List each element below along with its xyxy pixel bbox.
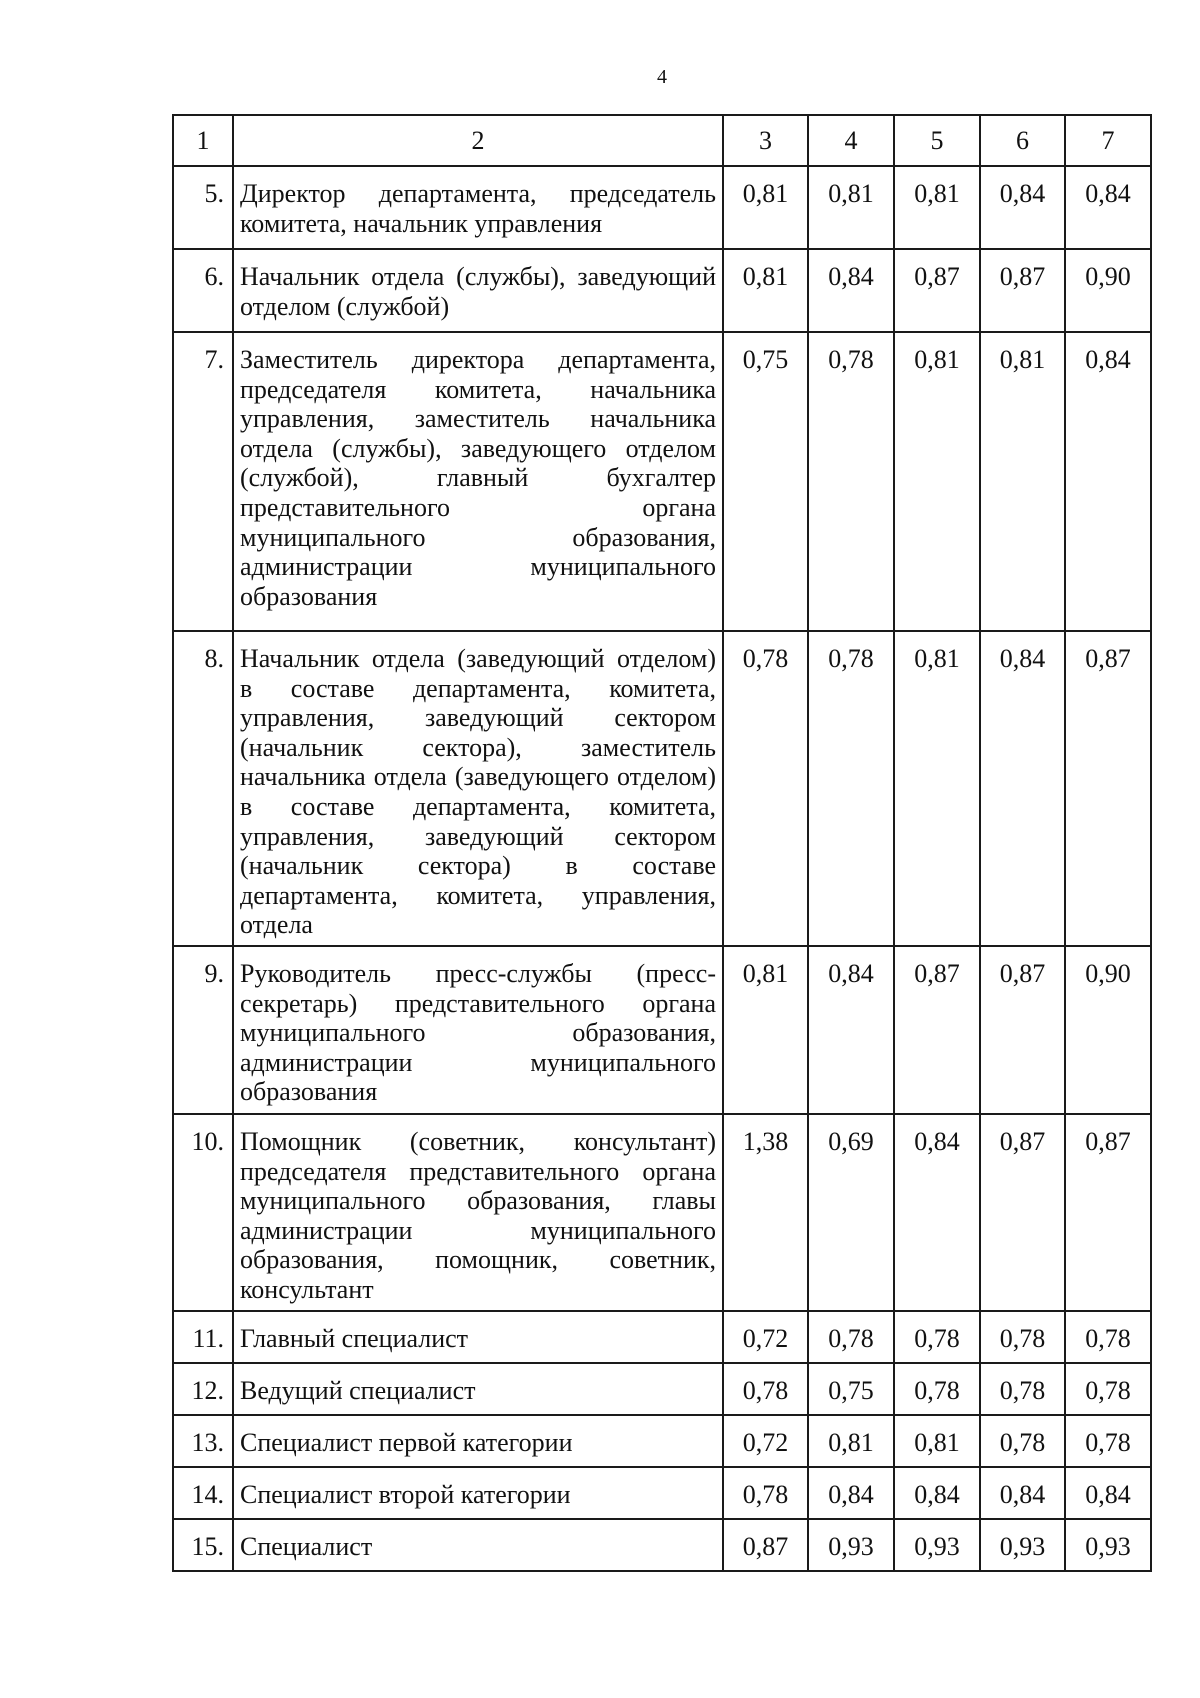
value-cell: 0,84 xyxy=(980,1467,1065,1519)
table-row xyxy=(173,332,1151,631)
value-cell: 0,87 xyxy=(980,1114,1065,1311)
value-cell: 0,84 xyxy=(980,166,1065,249)
row-number: 10. xyxy=(173,1114,233,1311)
row-number: 15. xyxy=(173,1519,233,1571)
value-cell: 0,78 xyxy=(723,631,808,946)
header-cell: 4 xyxy=(808,115,894,166)
value-cell: 0,78 xyxy=(723,1363,808,1415)
value-cell: 0,78 xyxy=(808,631,894,946)
row-number: 12. xyxy=(173,1363,233,1415)
value-cell: 0,72 xyxy=(723,1415,808,1467)
page-number: 4 xyxy=(657,66,667,88)
value-cell: 0,87 xyxy=(1065,1114,1151,1311)
value-cell: 0,81 xyxy=(894,166,980,249)
header-cell: 7 xyxy=(1065,115,1151,166)
value-cell: 0,93 xyxy=(1065,1519,1151,1571)
header-cell: 6 xyxy=(980,115,1065,166)
value-cell: 0,81 xyxy=(894,1415,980,1467)
value-cell: 0,78 xyxy=(1065,1363,1151,1415)
value-cell: 0,84 xyxy=(894,1467,980,1519)
value-cell: 0,78 xyxy=(808,1311,894,1363)
value-cell: 0,81 xyxy=(723,166,808,249)
row-number: 14. xyxy=(173,1467,233,1519)
position-name: Директор департамента, председатель комитета, начальник управления xyxy=(233,166,723,249)
value-cell: 0,69 xyxy=(808,1114,894,1311)
value-cell: 0,87 xyxy=(1065,631,1151,946)
header-cell: 3 xyxy=(723,115,808,166)
value-cell: 0,78 xyxy=(980,1363,1065,1415)
row-number: 9. xyxy=(173,946,233,1114)
row-number: 13. xyxy=(173,1415,233,1467)
value-cell: 0,84 xyxy=(808,249,894,332)
value-cell: 0,81 xyxy=(980,332,1065,631)
table-row xyxy=(173,1519,1151,1571)
value-cell: 0,93 xyxy=(808,1519,894,1571)
value-cell: 0,72 xyxy=(723,1311,808,1363)
table-header-row xyxy=(173,115,1151,166)
value-cell: 0,78 xyxy=(1065,1415,1151,1467)
value-cell: 0,84 xyxy=(1065,332,1151,631)
value-cell: 0,75 xyxy=(723,332,808,631)
table-row xyxy=(173,1467,1151,1519)
value-cell: 0,81 xyxy=(723,946,808,1114)
table-row xyxy=(173,1311,1151,1363)
value-cell: 0,81 xyxy=(723,249,808,332)
value-cell: 0,78 xyxy=(980,1415,1065,1467)
value-cell: 0,81 xyxy=(808,1415,894,1467)
header-cell: 1 xyxy=(173,115,233,166)
row-number: 11. xyxy=(173,1311,233,1363)
row-number: 6. xyxy=(173,249,233,332)
table-row xyxy=(173,631,1151,946)
value-cell: 0,90 xyxy=(1065,946,1151,1114)
value-cell: 0,93 xyxy=(980,1519,1065,1571)
row-number: 7. xyxy=(173,332,233,631)
table-row xyxy=(173,1114,1151,1311)
value-cell: 0,78 xyxy=(808,332,894,631)
coefficients-table xyxy=(172,114,1152,1572)
position-name: Специалист второй категории xyxy=(233,1467,723,1519)
value-cell: 0,78 xyxy=(894,1363,980,1415)
table-row xyxy=(173,1415,1151,1467)
value-cell: 0,78 xyxy=(980,1311,1065,1363)
value-cell: 0,78 xyxy=(723,1467,808,1519)
value-cell: 0,81 xyxy=(894,631,980,946)
position-name: Заместитель директора департамента, председателя комитета, начальника управления, заместитель начальника отдела (службы), заведующего отделом (службой), главный бухгалтер представительного органа муниципального образования, администрации муниципального образования xyxy=(233,332,723,631)
value-cell: 0,87 xyxy=(980,249,1065,332)
table-row xyxy=(173,166,1151,249)
position-name: Главный специалист xyxy=(233,1311,723,1363)
position-name: Руководитель пресс-службы (пресс-секретарь) представительного органа муниципального образования, администрации муниципального образования xyxy=(233,946,723,1114)
position-name: Ведущий специалист xyxy=(233,1363,723,1415)
value-cell: 0,87 xyxy=(723,1519,808,1571)
value-cell: 0,84 xyxy=(808,1467,894,1519)
header-cell: 2 xyxy=(233,115,723,166)
value-cell: 0,84 xyxy=(1065,1467,1151,1519)
value-cell: 0,84 xyxy=(808,946,894,1114)
value-cell: 0,87 xyxy=(894,249,980,332)
table-row xyxy=(173,249,1151,332)
value-cell: 0,78 xyxy=(1065,1311,1151,1363)
value-cell: 0,78 xyxy=(894,1311,980,1363)
value-cell: 0,81 xyxy=(808,166,894,249)
value-cell: 0,93 xyxy=(894,1519,980,1571)
value-cell: 0,90 xyxy=(1065,249,1151,332)
header-cell: 5 xyxy=(894,115,980,166)
value-cell: 0,75 xyxy=(808,1363,894,1415)
value-cell: 0,87 xyxy=(894,946,980,1114)
position-name: Начальник отдела (службы), заведующий отделом (службой) xyxy=(233,249,723,332)
position-name: Помощник (советник, консультант) председателя представительного органа муниципального образования, главы администрации муниципального образования, помощник, советник, консультант xyxy=(233,1114,723,1311)
value-cell: 0,81 xyxy=(894,332,980,631)
value-cell: 0,84 xyxy=(980,631,1065,946)
value-cell: 0,84 xyxy=(894,1114,980,1311)
table-row xyxy=(173,946,1151,1114)
row-number: 5. xyxy=(173,166,233,249)
table-row xyxy=(173,1363,1151,1415)
position-name: Специалист первой категории xyxy=(233,1415,723,1467)
value-cell: 0,87 xyxy=(980,946,1065,1114)
position-name: Начальник отдела (заведующий отделом) в составе департамента, комитета, управления, заведующий сектором (начальник сектора), заместитель начальника отдела (заведующего отделом) в составе департамента, комитета, управления, заведующий сектором (начальник сектора) в составе департамента, комитета, управления, отдела xyxy=(233,631,723,946)
value-cell: 0,84 xyxy=(1065,166,1151,249)
row-number: 8. xyxy=(173,631,233,946)
value-cell: 1,38 xyxy=(723,1114,808,1311)
position-name: Специалист xyxy=(233,1519,723,1571)
